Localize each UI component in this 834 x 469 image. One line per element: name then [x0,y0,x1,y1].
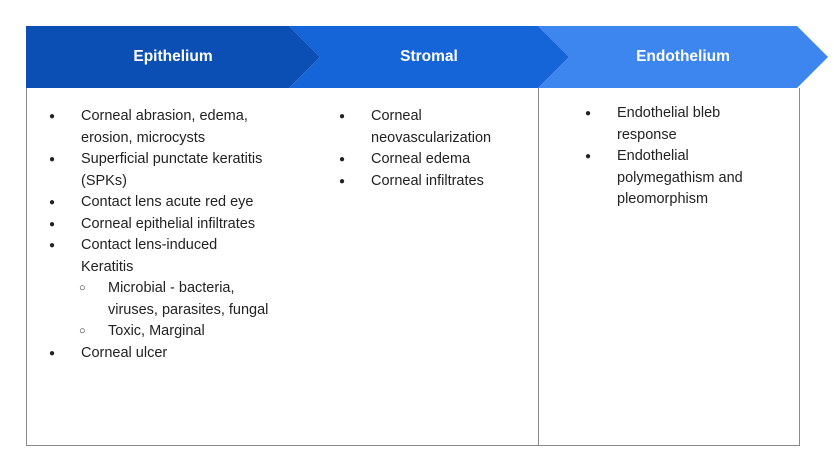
endothelium-column [538,88,800,446]
list-item: ● Superficial punctate keratitis (SPKs) [49,149,269,192]
list-item: ● Corneal infiltrates [339,171,508,193]
epithelium-list [49,106,269,364]
endothelium-list [585,103,769,211]
stromal-header: Stromal [400,48,458,65]
list-item: ● Corneal neovascularization [339,106,508,149]
list-item: ● Contact lens acute red eye [49,192,269,214]
list-item: ● Corneal epithelial infiltrates [49,214,269,236]
list-item: ● Endothelial bleb response [585,103,769,146]
stromal-column [289,88,539,446]
sub-list-item: ○ Toxic, Marginal [81,321,269,343]
list-item: ● Endothelial polymegathism and pleomorphism [585,146,769,211]
epithelium-column [26,88,290,446]
list-item [49,235,269,343]
list-item: ● Corneal edema [339,149,508,171]
sub-list [81,278,269,343]
endothelium-header: Endothelium [636,48,730,65]
list-item: ● Corneal ulcer [49,343,269,365]
stromal-list [339,106,508,192]
list-item: ● Corneal abrasion, edema, erosion, microcysts [49,106,269,149]
epithelium-header: Epithelium [133,48,213,65]
list-item-label: Contact lens-induced Keratitis [81,237,218,275]
sub-list-item: ○ Microbial - bacteria, viruses, parasites, fungal [81,278,269,321]
